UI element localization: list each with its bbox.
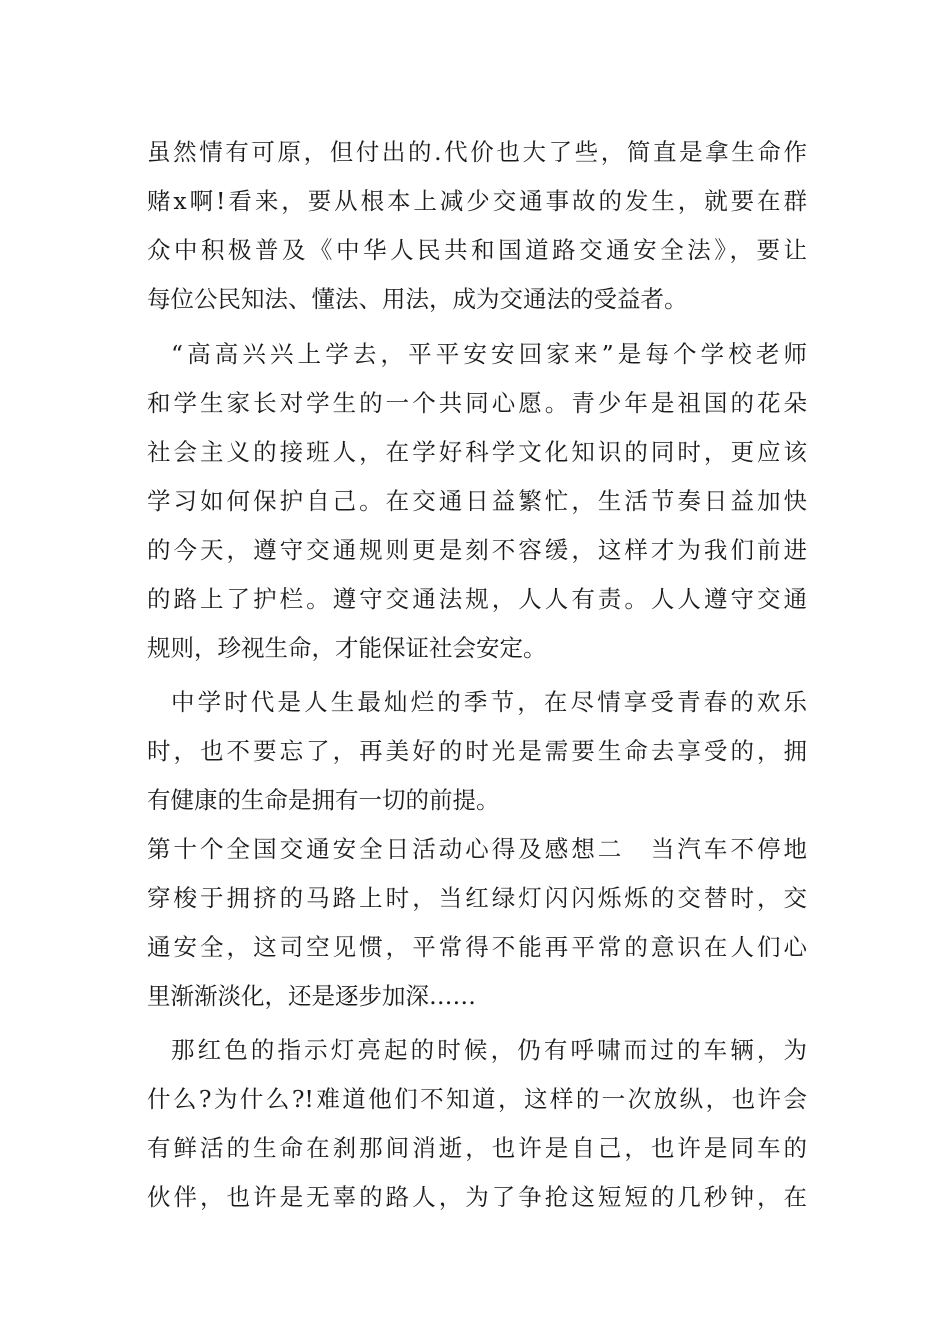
text-line: 有健康的生命是拥有一切的前提。 xyxy=(147,786,500,814)
text-line: 虽然情有可原，但付出的.代价也大了些，简直是拿生命作 xyxy=(147,138,807,166)
text-line: 第十个全国交通安全日活动心得及感想二 当汽车不停地 xyxy=(147,835,807,863)
text-line: 社会主义的接班人，在学好科学文化知识的同时，更应该 xyxy=(147,438,807,466)
text-line: 赌x啊!看来，要从根本上减少交通事故的发生，就要在群 xyxy=(147,187,807,215)
text-line: 什么?为什么?!难道他们不知道，这样的一次放纵，也许会 xyxy=(147,1085,807,1113)
text-line: 中学时代是人生最灿烂的季节，在尽情享受青春的欢乐 xyxy=(171,688,807,716)
text-line: 规则，珍视生命，才能保证社会安定。 xyxy=(147,634,547,662)
text-line: 和学生家长对学生的一个共同心愿。青少年是祖国的花朵 xyxy=(147,389,807,417)
text-line: 的今天，遵守交通规则更是刻不容缓，这样才为我们前进 xyxy=(147,536,807,564)
text-line: “高高兴兴上学去，平平安安回家来”是每个学校老师 xyxy=(171,340,807,368)
text-line: 那红色的指示灯亮起的时候，仍有呼啸而过的车辆，为 xyxy=(171,1036,807,1064)
text-line: 伙伴，也许是无辜的路人，为了争抢这短短的几秒钟，在 xyxy=(147,1183,807,1211)
text-line: 众中积极普及《中华人民共和国道路交通安全法》，要让 xyxy=(147,236,807,264)
text-line: 穿梭于拥挤的马路上时，当红绿灯闪闪烁烁的交替时，交 xyxy=(147,884,807,912)
text-line: 里渐渐淡化，还是逐步加深…… xyxy=(147,982,476,1010)
text-line: 有鲜活的生命在刹那间消逝，也许是自己，也许是同车的 xyxy=(147,1134,807,1162)
text-line: 学习如何保护自己。在交通日益繁忙，生活节奏日益加快 xyxy=(147,487,807,515)
text-line: 通安全，这司空见惯，平常得不能再平常的意识在人们心 xyxy=(147,933,807,961)
text-line: 的路上了护栏。遵守交通法规，人人有责。人人遵守交通 xyxy=(147,585,807,613)
text-line: 时，也不要忘了，再美好的时光是需要生命去享受的，拥 xyxy=(147,737,807,765)
text-line: 每位公民知法、懂法、用法，成为交通法的受益者。 xyxy=(147,285,688,313)
